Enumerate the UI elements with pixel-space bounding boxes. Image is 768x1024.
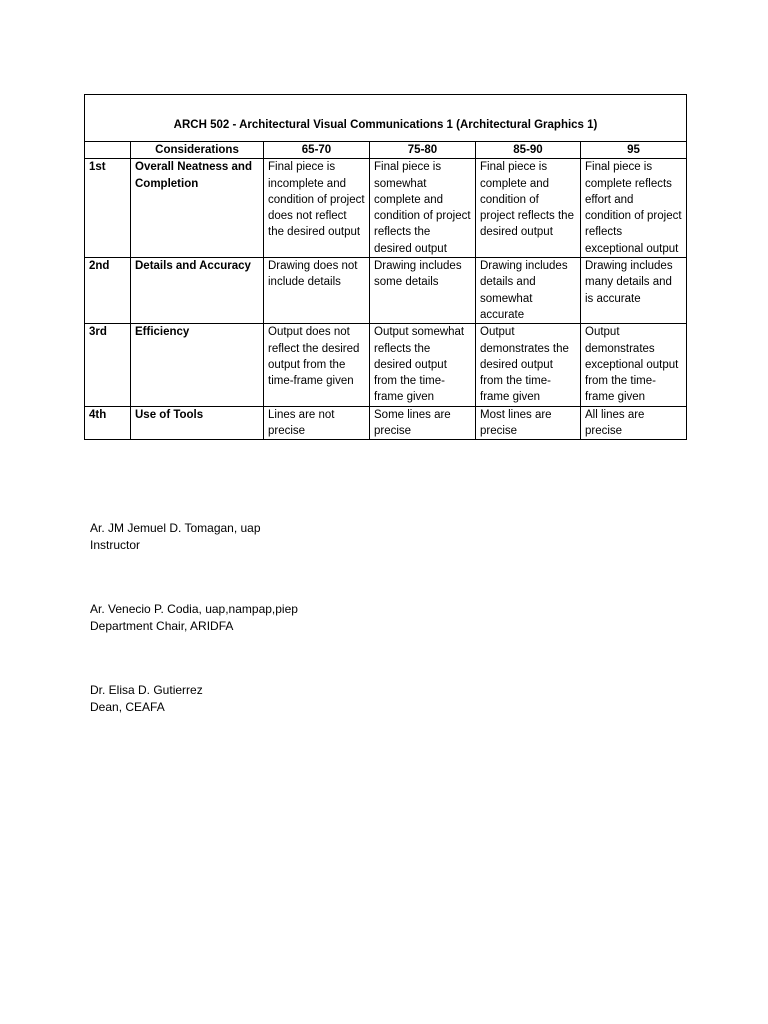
criteria-cell: Final piece is complete reflects effort and condition of project reflects exceptional output — [581, 159, 687, 258]
header-score-95: 95 — [581, 142, 687, 159]
criteria-cell: Output somewhat reflects the desired output from the time-frame given — [370, 324, 476, 406]
signatory-title: Dean, CEAFA — [90, 700, 165, 714]
row-consideration: Overall Neatness and Completion — [131, 159, 264, 258]
criteria-cell: Lines are not precise — [264, 406, 370, 440]
header-considerations: Considerations — [131, 142, 264, 159]
table-row — [85, 406, 687, 440]
criteria-cell: Drawing includes some details — [370, 258, 476, 324]
criteria-cell: Drawing does not include details — [264, 258, 370, 324]
signatory-name: Ar. JM Jemuel D. Tomagan, uap — [90, 521, 261, 535]
criteria-cell: All lines are precise — [581, 406, 687, 440]
row-consideration: Efficiency — [131, 324, 264, 406]
signatory-instructor — [90, 520, 298, 554]
table-row — [85, 159, 687, 258]
row-rank: 1st — [85, 159, 131, 258]
criteria-cell: Drawing includes details and somewhat accurate — [476, 258, 581, 324]
signatories-block — [90, 520, 298, 763]
criteria-cell: Output demonstrates exceptional output from the time-frame given — [581, 324, 687, 406]
table-header-row — [85, 142, 687, 159]
row-consideration: Use of Tools — [131, 406, 264, 440]
table-row — [85, 324, 687, 406]
criteria-cell: Final piece is complete and condition of project reflects the desired output — [476, 159, 581, 258]
header-rank — [85, 142, 131, 159]
table-row — [85, 258, 687, 324]
criteria-cell: Final piece is incomplete and condition of project does not reflect the desired output — [264, 159, 370, 258]
criteria-cell: Drawing includes many details and is accurate — [581, 258, 687, 324]
signatory-name: Ar. Venecio P. Codia, uap,nampap,piep — [90, 602, 298, 616]
header-score-85-90: 85-90 — [476, 142, 581, 159]
signatory-department-chair — [90, 601, 298, 635]
row-rank: 3rd — [85, 324, 131, 406]
header-score-65-70: 65-70 — [264, 142, 370, 159]
signatory-title: Department Chair, ARIDFA — [90, 619, 234, 633]
row-rank: 4th — [85, 406, 131, 440]
row-consideration: Details and Accuracy — [131, 258, 264, 324]
signatory-title: Instructor — [90, 538, 141, 552]
criteria-cell: Output demonstrates the desired output from the time-frame given — [476, 324, 581, 406]
grading-rubric-table — [84, 94, 687, 440]
header-score-75-80: 75-80 — [370, 142, 476, 159]
criteria-cell: Final piece is somewhat complete and condition of project reflects the desired output — [370, 159, 476, 258]
criteria-cell: Output does not reflect the desired output from the time-frame given — [264, 324, 370, 406]
criteria-cell: Some lines are precise — [370, 406, 476, 440]
signatory-dean — [90, 682, 298, 716]
signatory-name: Dr. Elisa D. Gutierrez — [90, 683, 203, 697]
table-title: ARCH 502 - Architectural Visual Communications 1 (Architectural Graphics 1) — [85, 95, 687, 142]
criteria-cell: Most lines are precise — [476, 406, 581, 440]
row-rank: 2nd — [85, 258, 131, 324]
